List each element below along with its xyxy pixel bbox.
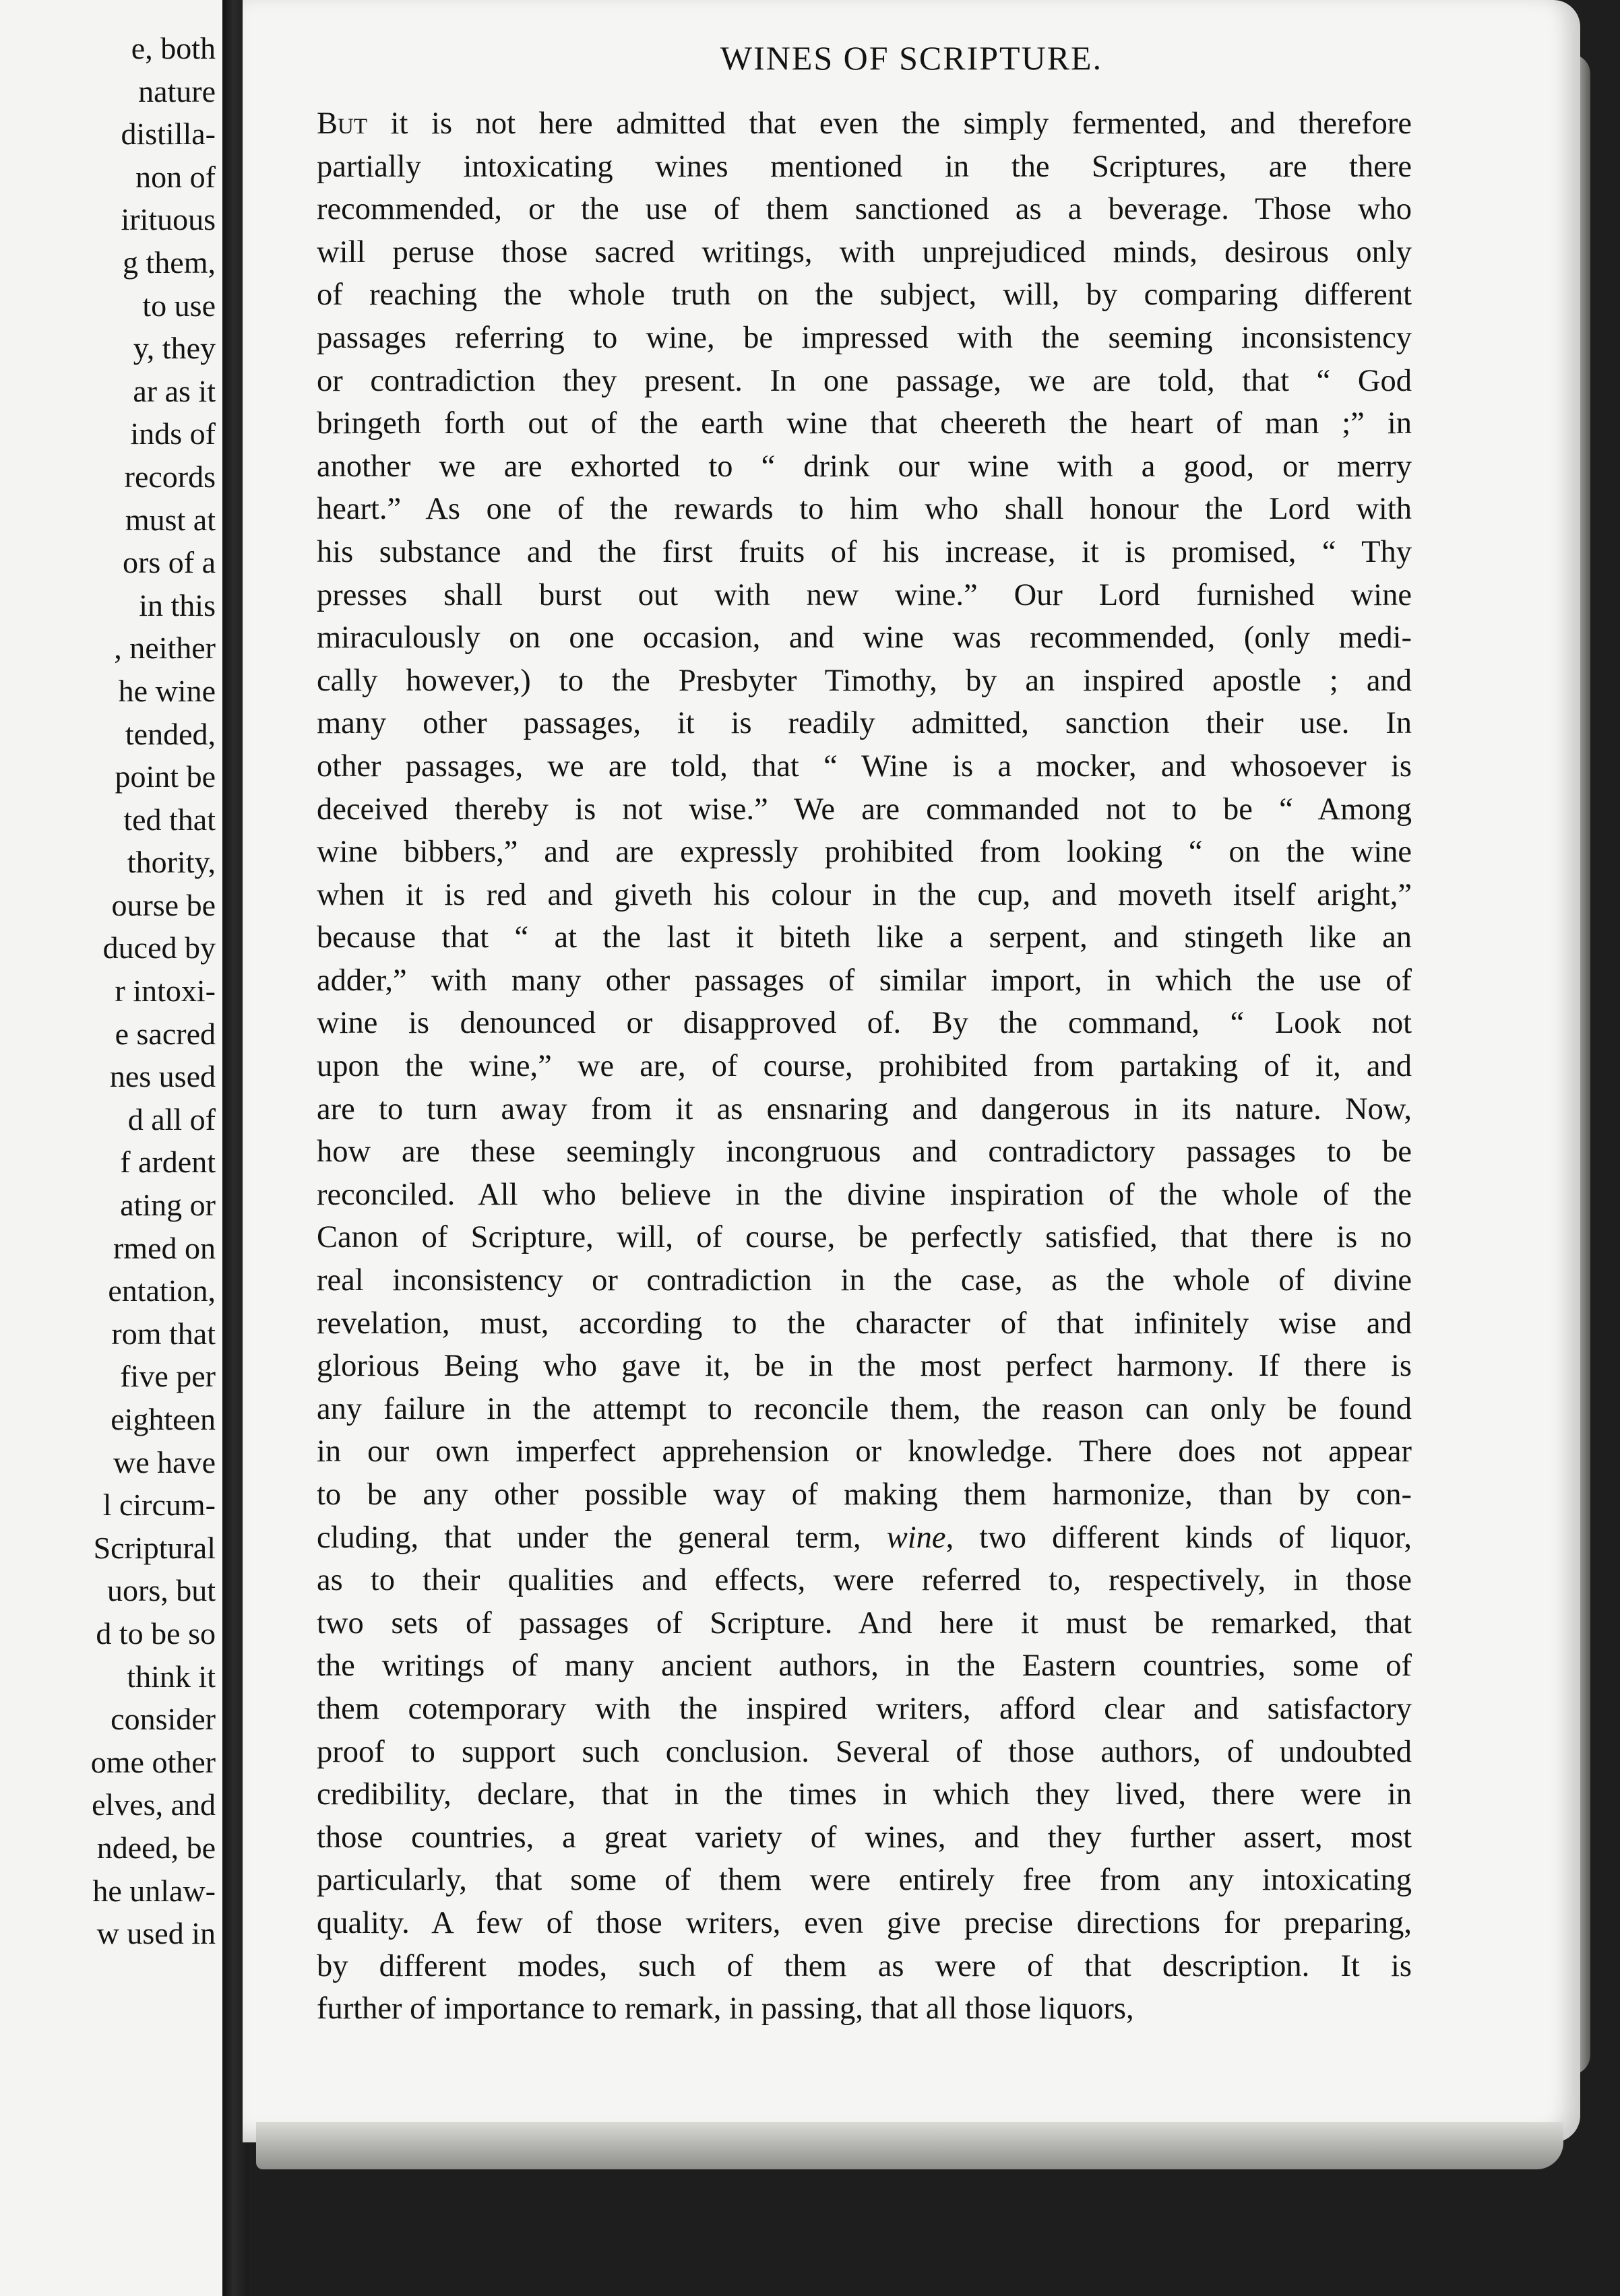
body-line: glorious Being who gave it, be in the most perfect harmony. If there is [317,1349,1412,1384]
facing-page-line: r intoxi- [115,974,216,1009]
facing-page-line: ating or [120,1188,216,1223]
facing-page-line: ors of a [123,545,216,580]
facing-page-line: we have [113,1444,216,1479]
page-edge-bottom [256,2122,1563,2169]
facing-page-line: y, they [133,331,216,366]
body-line: as to their qualities and effects, were referred to, respectively, in those [317,1563,1412,1598]
facing-page-line: in this [139,587,216,623]
facing-page-line: elves, and [92,1787,216,1822]
facing-page-line: point be [115,759,216,794]
body-line: bringeth forth out of the earth wine that cheereth the heart of man ;” in [317,406,1412,441]
body-line: real inconsistency or contradiction in the case, as the whole of divine [317,1263,1412,1298]
facing-page-line: non of [135,159,216,194]
body-line: miraculously on one occasion, and wine was recommended, (only medi- [317,620,1412,656]
facing-page-line: nes used [109,1059,216,1094]
facing-page-line: d to be so [96,1616,216,1651]
body-line: another we are exhorted to “ drink our wine with a good, or merry [317,449,1412,484]
facing-page-line: , neither [114,631,216,666]
running-head: WINES OF SCRIPTURE. [720,39,1103,77]
body-line: quality. A few of those writers, even give precise directions for preparing, [317,1905,1412,1940]
body-line: recommended, or the use of them sanctioned as a beverage. Those who [317,192,1412,227]
body-line: presses shall burst out with new wine.” Our Lord furnished wine [317,577,1412,612]
facing-page-line: entation, [108,1273,216,1308]
body-line: But it is not here admitted that even the simply fermented, and therefore [317,106,1412,141]
body-line: of reaching the whole truth on the subject, will, by comparing different [317,278,1412,313]
facing-page-line: ome other [90,1744,216,1779]
body-line: will peruse those sacred writings, with unprejudiced minds, desirous only [317,234,1412,269]
body-line: two sets of passages of Scripture. And here it must be remarked, that [317,1605,1412,1640]
body-line: in our own imperfect apprehension or knowledge. There does not appear [317,1434,1412,1469]
body-line: Canon of Scripture, will, of course, be perfectly satisfied, that there is no [317,1220,1412,1255]
body-line: partially intoxicating wines mentioned in the Scriptures, are there [317,149,1412,184]
body-text [317,102,1412,2031]
body-line: when it is red and giveth his colour in the cup, and moveth itself aright,” [317,877,1412,912]
body-line: heart.” As one of the rewards to him who shall honour the Lord with [317,492,1412,527]
facing-page-line: he unlaw- [92,1873,216,1908]
body-line: particularly, that some of them were entirely free from any intoxicating [317,1863,1412,1898]
facing-page-line: he wine [118,673,216,708]
body-line: any failure in the attempt to reconcile them, the reason can only be found [317,1391,1412,1426]
body-line: other passages, we are told, that “ Wine is a mocker, and whosoever is [317,748,1412,784]
body-line: further of importance to remark, in passing, that all those liquors, [317,1991,1134,2027]
facing-page-line: e, both [131,31,216,65]
facing-page-line: g them, [123,245,216,280]
body-line: passages referring to wine, be impressed with the seeming inconsistency [317,320,1412,355]
facing-page-line: d all of [127,1102,216,1137]
body-line: are to turn away from it as ensnaring and dangerous in its nature. Now, [317,1091,1412,1126]
facing-page-line: tended, [125,716,216,751]
body-line: how are these seemingly incongruous and contradictory passages to be [317,1135,1412,1170]
body-line: wine bibbers,” and are expressly prohibited from looking “ on the wine [317,835,1412,870]
facing-page-line: rmed on [113,1230,216,1265]
body-line: or contradiction they present. In one passage, we are told, that “ God [317,363,1412,398]
facing-page-line: ndeed, be [96,1830,216,1865]
facing-page-line: thority, [127,845,216,880]
facing-page-line: consider [111,1702,216,1737]
body-line: because that “ at the last it biteth like a serpent, and stingeth like an [317,920,1412,955]
facing-page-line: records [124,459,216,494]
facing-page-line: ourse be [111,887,216,922]
body-line: his substance and the first fruits of his increase, it is promised, “ Thy [317,534,1412,569]
facing-page-line: distilla- [121,117,216,152]
body-line: deceived thereby is not wise.” We are commanded not to be “ Among [317,792,1412,827]
body-line: many other passages, it is readily admitted, sanction their use. In [317,706,1412,741]
facing-page-text [0,27,216,1955]
body-line: to be any other possible way of making them harmonize, than by con- [317,1477,1412,1512]
facing-page-line: nature [138,73,216,108]
facing-page-line: think it [127,1659,216,1694]
facing-page-line: w used in [96,1916,216,1951]
facing-page-line: ar as it [133,373,216,408]
body-line: wine is denounced or disapproved of. By the command, “ Look not [317,1006,1412,1041]
body-line: upon the wine,” we are, of course, prohibited from partaking of it, and [317,1049,1412,1084]
facing-page-line: to use [142,288,216,323]
facing-page-line: five per [120,1359,216,1394]
facing-page-line: Scriptural [93,1530,216,1565]
body-line: those countries, a great variety of wines, and they further assert, most [317,1820,1412,1855]
facing-page-line: eighteen [111,1402,216,1436]
facing-page-line: e sacred [115,1016,216,1051]
facing-page-line: inds of [130,416,216,451]
body-line: adder,” with many other passages of similar import, in which the use of [317,963,1412,998]
facing-page-line: f ardent [120,1145,216,1180]
body-line: reconciled. All who believe in the divine inspiration of the whole of the [317,1177,1412,1212]
body-line: the writings of many ancient authors, in the Eastern countries, some of [317,1649,1412,1684]
facing-page-line: l circum- [102,1488,216,1523]
facing-page-line: irituous [121,202,216,237]
facing-page-line: ted that [123,802,216,837]
body-line: cluding, that under the general term, wine, two different kinds of liquor, [317,1520,1412,1555]
body-line: them cotemporary with the inspired writers, afford clear and satisfactory [317,1691,1412,1726]
facing-page-line: uors, but [107,1573,216,1608]
facing-page-line: duced by [102,930,216,965]
body-line: cally however,) to the Presbyter Timothy, by an inspired apostle ; and [317,663,1412,698]
body-line: credibility, declare, that in the times in which they lived, there were in [317,1777,1412,1812]
facing-page-line: rom that [111,1316,216,1351]
facing-page-line: must at [125,502,216,537]
body-line: revelation, must, according to the character of that infinitely wise and [317,1306,1412,1341]
body-line: by different modes, such of them as were of that description. It is [317,1948,1412,1983]
body-line: proof to support such conclusion. Several of those authors, of undoubted [317,1734,1412,1769]
facing-page-left [0,0,222,2296]
